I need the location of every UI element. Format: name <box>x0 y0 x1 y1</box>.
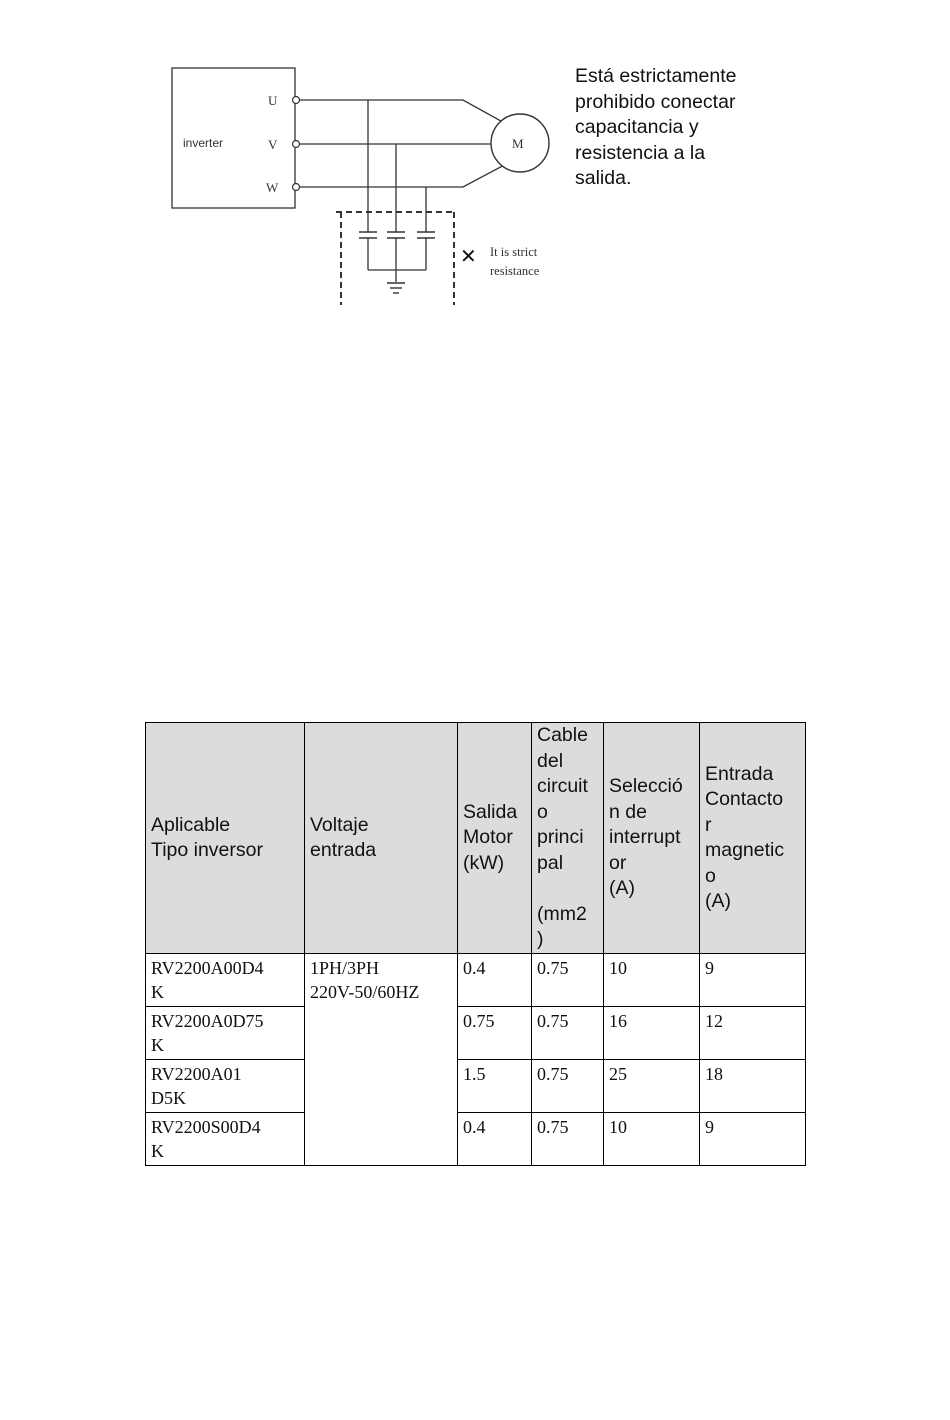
capacitors <box>359 232 435 238</box>
motor-kw-cell: 0.4 <box>458 954 532 1007</box>
note-line: salida. <box>575 167 632 189</box>
model-cell: RV2200S00D4 K <box>146 1113 305 1166</box>
header-main-cable: Cable del circuit o princi pal (mm2 ) <box>532 723 604 954</box>
cable-cell: 0.75 <box>532 1007 604 1060</box>
header-model: Aplicable Tipo inversor <box>146 723 305 954</box>
motor-kw-cell: 0.4 <box>458 1113 532 1166</box>
contactor-cell: 9 <box>700 1113 806 1166</box>
motor-kw-cell: 1.5 <box>458 1060 532 1113</box>
terminal-w-label: W <box>266 180 279 195</box>
contactor-cell: 12 <box>700 1007 806 1060</box>
header-contactor: Entrada Contacto r magnetic o (A) <box>700 723 806 954</box>
contactor-cell: 18 <box>700 1060 806 1113</box>
prohibited-mark-icon: ✕ <box>460 244 477 268</box>
note-line: Está estrictamente <box>575 65 737 87</box>
terminal-u <box>293 97 300 104</box>
table-row <box>146 954 806 1007</box>
header-voltage: Voltaje entrada <box>305 723 458 954</box>
table-row <box>146 1060 806 1113</box>
model-cell: RV2200A0D75 K <box>146 1007 305 1060</box>
table-row <box>146 1113 806 1166</box>
breaker-cell: 10 <box>604 1113 700 1166</box>
cable-cell: 0.75 <box>532 1113 604 1166</box>
breaker-cell: 16 <box>604 1007 700 1060</box>
breaker-cell: 10 <box>604 954 700 1007</box>
warning-note <box>575 64 815 192</box>
motor-label: M <box>512 136 524 151</box>
warning-line-1: It is strict <box>490 245 538 259</box>
output-wires <box>300 100 510 232</box>
cable-cell: 0.75 <box>532 1060 604 1113</box>
contactor-cell: 9 <box>700 954 806 1007</box>
terminal-v <box>293 141 300 148</box>
breaker-cell: 25 <box>604 1060 700 1113</box>
model-cell: RV2200A01 D5K <box>146 1060 305 1113</box>
model-cell: RV2200A00D4 K <box>146 954 305 1007</box>
header-breaker: Selecció n de interrupt or (A) <box>604 723 700 954</box>
motor-kw-cell: 0.75 <box>458 1007 532 1060</box>
capacitor-ground-wiring <box>368 238 426 282</box>
terminal-v-label: V <box>268 137 278 152</box>
ground-icon <box>387 283 405 293</box>
cable-cell: 0.75 <box>532 954 604 1007</box>
terminal-w <box>293 184 300 191</box>
table-header-row <box>146 723 806 954</box>
inverter-spec-table <box>145 722 806 1166</box>
voltage-cell: 1PH/3PH 220V-50/60HZ <box>305 954 458 1166</box>
table-row <box>146 1007 806 1060</box>
note-line: resistencia a la <box>575 141 706 164</box>
header-motor-output: Salida Motor (kW) <box>458 723 532 954</box>
terminal-u-label: U <box>268 93 278 108</box>
inverter-label: inverter <box>183 136 224 150</box>
note-line: prohibido conectar <box>575 90 736 113</box>
note-line: capacitancia y <box>575 116 699 138</box>
warning-line-2: resistance <box>490 264 540 278</box>
